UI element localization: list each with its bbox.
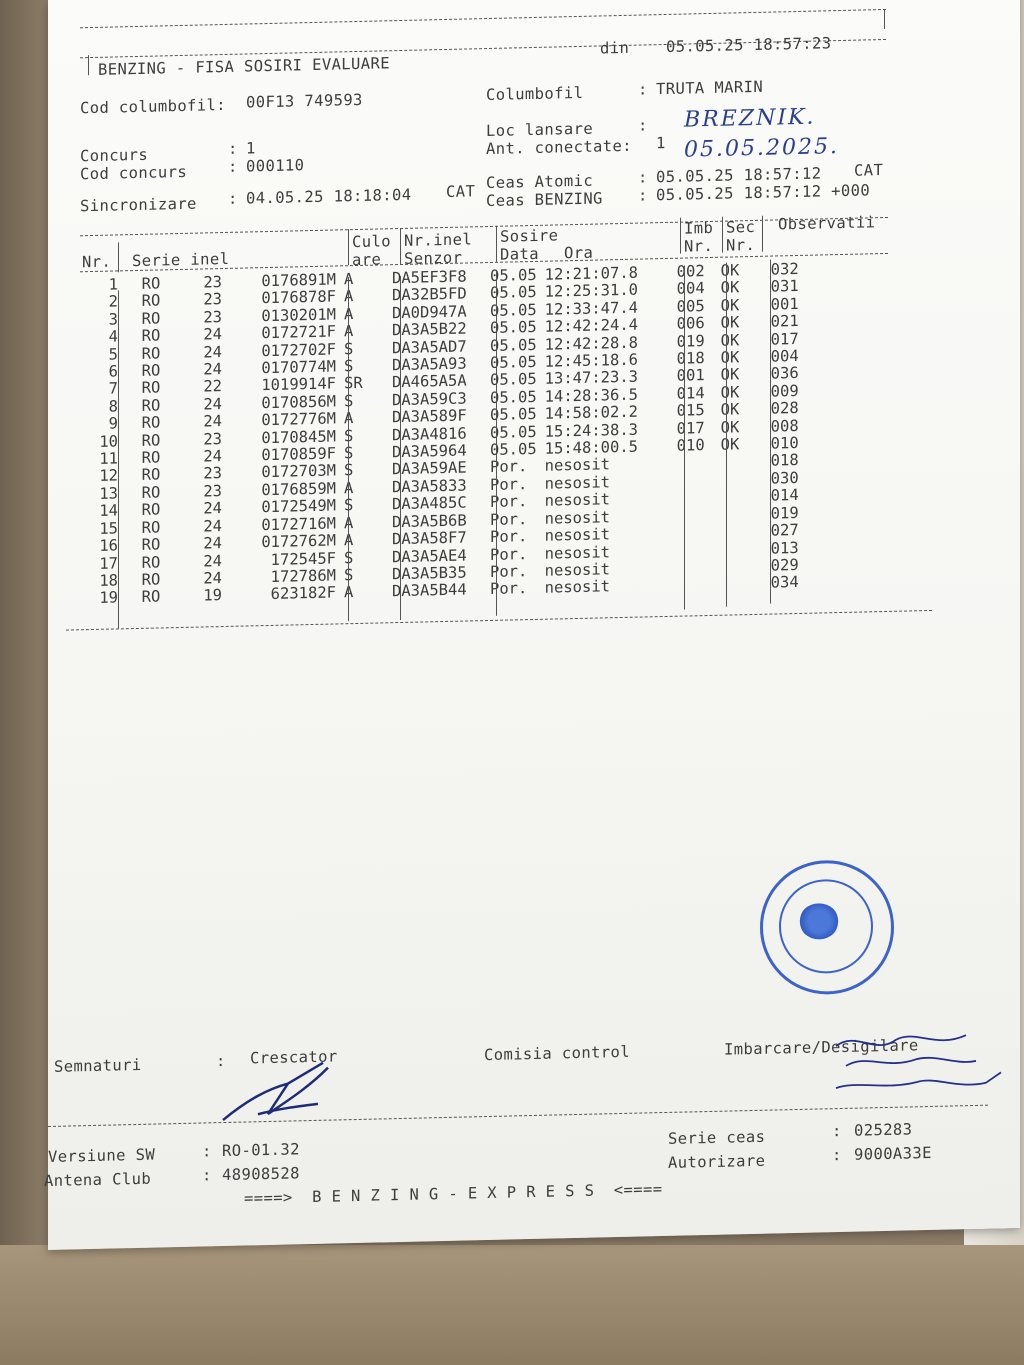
serie-ceas-value: 025283 bbox=[854, 1120, 913, 1140]
cell-cul: S bbox=[344, 548, 354, 567]
cell-nr: 10 bbox=[99, 432, 118, 451]
col-header-serie-inel: Serie inel bbox=[132, 249, 230, 271]
cell-cul: A bbox=[344, 287, 354, 306]
col-header-data: Data bbox=[500, 244, 539, 264]
table-header-top-border bbox=[80, 217, 888, 236]
cell-nr: 15 bbox=[99, 519, 118, 538]
cell-sec bbox=[717, 471, 761, 489]
cell-an: 24 bbox=[203, 412, 222, 431]
date-value: 05.05.25 18:57:23 bbox=[666, 34, 832, 56]
cell-inel: 0170845M bbox=[261, 427, 336, 447]
cell-an: 24 bbox=[203, 568, 222, 588]
cell-obs: 004 bbox=[770, 346, 799, 366]
cell-an: 24 bbox=[203, 551, 222, 570]
cell-an: 23 bbox=[203, 307, 222, 327]
cell-an: 24 bbox=[203, 499, 222, 518]
ceas-atomic-label: Ceas Atomic bbox=[486, 171, 594, 193]
cell-data: Por. bbox=[490, 474, 528, 494]
cell-obs: 019 bbox=[770, 503, 799, 523]
cell-data: 05.05 bbox=[490, 370, 537, 390]
cell-imb bbox=[673, 507, 717, 525]
cell-ora: 12:25:31.0 bbox=[544, 281, 638, 302]
cell-ro: RO bbox=[141, 465, 161, 485]
cell-inel: 0170859F bbox=[261, 444, 336, 465]
cell-ora: nesosit bbox=[544, 507, 610, 528]
cell-nr: 8 bbox=[108, 397, 118, 416]
cell-nr: 3 bbox=[108, 310, 118, 329]
concurs-label: Concurs bbox=[80, 145, 149, 166]
title-border-left bbox=[88, 55, 89, 75]
cell-data: 05.05 bbox=[490, 439, 537, 460]
cell-obs: 030 bbox=[770, 468, 799, 488]
cell-cul: SR bbox=[344, 374, 363, 393]
col-header-nr: Nr. bbox=[82, 252, 112, 272]
cell-sec: OK bbox=[720, 261, 740, 280]
cell-cul: S bbox=[344, 565, 354, 585]
cell-nr: 5 bbox=[108, 345, 118, 364]
ant-conectate-value: 1 bbox=[656, 133, 666, 153]
cell-sec bbox=[717, 488, 761, 506]
cell-ro: RO bbox=[141, 448, 161, 467]
crescator-label: Crescator bbox=[250, 1047, 338, 1068]
cell-nr: 18 bbox=[99, 571, 118, 590]
sincronizare-value: 04.05.25 18:18:04 bbox=[246, 185, 412, 208]
cod-concurs-label: Cod concurs bbox=[80, 162, 188, 184]
cell-obs: 021 bbox=[770, 312, 799, 331]
cell-ora: nesosit bbox=[544, 542, 610, 563]
columbofil-value: TRUTA MARIN bbox=[656, 77, 764, 99]
cell-imb: 014 bbox=[676, 383, 705, 403]
cell-an: 23 bbox=[203, 464, 222, 483]
cod-columbofil-value: 00F13 749593 bbox=[246, 90, 363, 112]
cell-imb bbox=[673, 454, 717, 472]
cell-senzor: DA3A589F bbox=[392, 406, 467, 427]
cell-obs: 010 bbox=[770, 434, 799, 453]
cell-an: 24 bbox=[203, 394, 222, 414]
cell-data: Por. bbox=[490, 527, 528, 547]
cell-data: Por. bbox=[490, 509, 528, 529]
versiune-sw-label: Versiune SW bbox=[48, 1145, 156, 1166]
cell-ro: RO bbox=[141, 431, 161, 450]
cell-imb bbox=[673, 524, 717, 542]
col-header-observatii: Observatii bbox=[778, 213, 876, 234]
cell-sec bbox=[717, 558, 761, 576]
cod-columbofil-label: Cod columbofil: bbox=[80, 95, 226, 118]
cell-cul: S bbox=[344, 426, 354, 445]
cell-sec bbox=[717, 453, 761, 471]
col-header-sec-nr: Nr. bbox=[726, 235, 756, 255]
antena-club-label: Antena Club bbox=[44, 1169, 152, 1191]
cell-sec bbox=[717, 575, 761, 593]
cell-imb: 015 bbox=[676, 401, 705, 420]
cell-nr: 7 bbox=[108, 379, 118, 399]
loc-lansare-label: Loc lansare bbox=[486, 119, 594, 141]
cell-senzor: DA32B5FD bbox=[392, 284, 467, 305]
cell-ro: RO bbox=[141, 309, 161, 328]
top-border bbox=[80, 9, 886, 28]
cell-imb: 010 bbox=[676, 436, 705, 455]
cell-ora: 12:42:28.8 bbox=[544, 333, 638, 354]
cell-ora: nesosit bbox=[544, 455, 610, 476]
cell-inel: 0172703M bbox=[261, 461, 336, 482]
cell-ora: 12:42:24.4 bbox=[544, 315, 638, 336]
cell-sec: OK bbox=[720, 365, 740, 385]
cell-inel: 0170774M bbox=[261, 357, 336, 378]
cell-imb: 006 bbox=[676, 314, 705, 333]
cell-inel: 0172549M bbox=[261, 496, 336, 517]
cell-senzor: DA3A59C3 bbox=[392, 389, 467, 410]
cell-cul: S bbox=[344, 391, 354, 411]
cell-nr: 11 bbox=[99, 449, 118, 468]
cell-sec: OK bbox=[720, 330, 740, 350]
col-header-nr-inel: Nr.inel bbox=[404, 230, 473, 250]
cell-data: Por. bbox=[490, 579, 528, 599]
columbofil-label: Columbofil bbox=[486, 83, 584, 105]
cell-ro: RO bbox=[141, 413, 161, 433]
cell-imb bbox=[673, 559, 717, 577]
cell-obs: 001 bbox=[770, 294, 799, 314]
cell-imb: 002 bbox=[676, 262, 705, 281]
col-header-are: are bbox=[352, 250, 382, 270]
cell-obs: 014 bbox=[770, 486, 799, 505]
date-handwritten: 05.05.2025. bbox=[684, 134, 839, 163]
cell-nr: 2 bbox=[108, 292, 118, 312]
versiune-sw-value: RO-01.32 bbox=[222, 1140, 300, 1161]
cell-ro: RO bbox=[141, 587, 161, 607]
col-header-sosire: Sosire bbox=[500, 226, 559, 246]
document-title: BENZING - FISA SOSIRI EVALUARE bbox=[98, 54, 390, 79]
cell-ro: RO bbox=[141, 552, 161, 572]
cell-ora: 14:28:36.5 bbox=[544, 385, 638, 406]
cell-an: 23 bbox=[203, 290, 222, 309]
cell-inel: 0176859M bbox=[261, 479, 336, 500]
ceas-atomic-value: 05.05.25 18:57:12 bbox=[656, 164, 822, 187]
concurs-value: 1 bbox=[246, 139, 256, 158]
cell-ro: RO bbox=[141, 518, 161, 537]
cell-inel: 0130201M bbox=[261, 305, 336, 325]
cell-senzor: DA3A5833 bbox=[392, 476, 467, 497]
cell-senzor: DA3A5B22 bbox=[392, 319, 467, 340]
cell-ora: 14:58:02.2 bbox=[544, 402, 638, 423]
imbarcare-desigilare-label: Imbarcare/Desigilare bbox=[724, 1036, 919, 1059]
cell-senzor: DA3A485C bbox=[392, 493, 467, 514]
cell-sec: OK bbox=[720, 313, 740, 332]
cell-sec: OK bbox=[720, 383, 740, 402]
cell-sec bbox=[717, 523, 761, 541]
cell-ro: RO bbox=[141, 344, 161, 363]
cell-inel: 0170856M bbox=[261, 392, 336, 413]
cell-data: 05.05 bbox=[490, 283, 537, 303]
cell-ora: 12:45:18.6 bbox=[544, 350, 638, 371]
cell-an: 23 bbox=[203, 481, 222, 501]
cell-senzor: DA3A4816 bbox=[392, 424, 467, 444]
cell-imb: 018 bbox=[676, 349, 705, 368]
cell-data: 05.05 bbox=[490, 265, 537, 285]
cell-imb: 017 bbox=[676, 418, 705, 438]
col-header-ora: Ora bbox=[564, 243, 594, 263]
serie-ceas-label: Serie ceas bbox=[668, 1127, 766, 1148]
cell-inel: 623182F bbox=[270, 583, 336, 604]
cell-cul: A bbox=[344, 409, 354, 428]
cell-senzor: DA3A58F7 bbox=[392, 528, 467, 549]
cell-inel: 1019914F bbox=[261, 374, 336, 395]
cell-ora: nesosit bbox=[544, 473, 610, 493]
cell-sec bbox=[717, 506, 761, 524]
cell-ora: 12:21:07.8 bbox=[544, 263, 638, 284]
cell-obs: 009 bbox=[770, 381, 799, 401]
cell-data: Por. bbox=[490, 492, 528, 512]
cell-inel: 0172702F bbox=[261, 340, 336, 360]
cell-cul: A bbox=[344, 322, 354, 341]
cell-nr: 17 bbox=[99, 553, 118, 573]
cell-nr: 4 bbox=[108, 327, 118, 346]
cell-ro: RO bbox=[141, 274, 161, 293]
cell-imb: 004 bbox=[676, 279, 705, 299]
cell-senzor: DA0D947A bbox=[392, 302, 467, 323]
cell-ro: RO bbox=[141, 570, 161, 589]
cell-senzor: DA3A5B44 bbox=[392, 580, 467, 601]
col-header-culo: Culo bbox=[352, 232, 391, 252]
cell-inel: 0176878F bbox=[261, 287, 336, 308]
cell-sec: OK bbox=[720, 278, 740, 298]
cell-sec: OK bbox=[720, 417, 740, 437]
semnaturi-label: Semnaturi bbox=[54, 1055, 142, 1076]
cell-nr: 6 bbox=[108, 362, 118, 381]
cell-senzor: DA3A5B6B bbox=[392, 511, 467, 531]
cell-ora: 12:33:47.4 bbox=[544, 298, 638, 319]
cell-senzor: DA3A5B35 bbox=[392, 563, 467, 584]
cell-nr: 9 bbox=[108, 414, 118, 433]
benzing-express-banner: ====> B E N Z I N G - E X P R E S S <==== bbox=[244, 1180, 663, 1208]
autorizare-label: Autorizare bbox=[668, 1151, 766, 1172]
cell-data: 05.05 bbox=[490, 405, 537, 425]
cell-cul: A bbox=[344, 304, 354, 324]
cell-imb: 005 bbox=[676, 296, 705, 316]
cell-ro: RO bbox=[141, 500, 161, 520]
arrivals-table bbox=[78, 260, 835, 608]
cell-imb: 001 bbox=[676, 366, 705, 386]
cell-imb bbox=[673, 541, 717, 559]
stamp-emblem bbox=[799, 903, 839, 939]
cell-obs: 034 bbox=[770, 573, 799, 592]
ceas-benzing-label: Ceas BENZING bbox=[486, 189, 603, 211]
cell-an: 24 bbox=[203, 516, 222, 536]
cell-obs: 029 bbox=[770, 555, 799, 575]
cell-an: 23 bbox=[203, 429, 222, 449]
cell-an: 24 bbox=[203, 342, 222, 362]
cell-ora: 13:47:23.3 bbox=[544, 368, 638, 389]
cell-cul: A bbox=[344, 531, 354, 550]
col-header-imb: Imb bbox=[684, 218, 714, 238]
comisia-signatures bbox=[826, 1022, 1024, 1107]
antena-club-value: 48908528 bbox=[222, 1164, 300, 1185]
cell-ora: nesosit bbox=[544, 577, 610, 598]
cell-obs: 008 bbox=[770, 416, 799, 436]
sincronizare-label: Sincronizare bbox=[80, 194, 197, 216]
club-stamp bbox=[760, 860, 894, 994]
cell-obs: 017 bbox=[770, 329, 799, 349]
cell-data: 05.05 bbox=[490, 335, 537, 355]
cell-ro: RO bbox=[141, 396, 161, 415]
cell-sec bbox=[717, 540, 761, 558]
cell-sec: OK bbox=[720, 296, 740, 315]
cell-ro: RO bbox=[141, 361, 161, 380]
cell-data: 05.05 bbox=[490, 422, 537, 442]
cell-cul: A bbox=[344, 270, 354, 289]
ant-conectate-label: Ant. conectate: bbox=[486, 136, 632, 159]
cell-inel: 0172762M bbox=[261, 531, 336, 552]
cell-imb bbox=[673, 576, 717, 594]
cell-cul: S bbox=[344, 496, 354, 515]
cell-senzor: DA3A5964 bbox=[392, 441, 467, 462]
table-bottom-border bbox=[66, 610, 932, 631]
cell-obs: 032 bbox=[770, 259, 799, 279]
cell-sec: OK bbox=[720, 435, 740, 454]
table-surface-bottom bbox=[0, 1245, 1024, 1365]
cell-cul: A bbox=[344, 583, 354, 602]
cell-nr: 1 bbox=[108, 275, 118, 294]
cell-obs: 027 bbox=[770, 521, 799, 540]
cell-nr: 16 bbox=[99, 536, 118, 555]
comisia-control-label: Comisia control bbox=[484, 1042, 630, 1065]
cell-nr: 14 bbox=[99, 501, 118, 521]
cell-data: Por. bbox=[490, 457, 528, 477]
cell-ro: RO bbox=[141, 535, 161, 554]
cell-data: Por. bbox=[490, 562, 528, 581]
cell-nr: 19 bbox=[99, 588, 118, 608]
cell-imb bbox=[673, 472, 717, 490]
cell-ro: RO bbox=[141, 291, 161, 311]
cell-cul: S bbox=[344, 461, 354, 480]
cell-obs: 028 bbox=[770, 399, 799, 418]
printed-sheet: BENZING - FISA SOSIRI EVALUARE din 05.05.25 18:57:23 Cod columbofil: 00F13 749593 Columbofil : TRUTA MARIN Concurs : 1 Cod concurs : 000110 Loc lansare : BREZNIK. Ant. conectate: 1 05.05.2025. Sincronizare : 04.05.25 18:18:04 CAT Ceas Atomic : 05.05.25 18:57:12 CAT Ceas BENZING : 05.05.25 18:57:12 +000 Nr. Serie inel Culo are Nr.inel Senzor Sosire Data Ora Imb Nr. Sec Nr. Observatii 1 RO 23 0176891M A DA5EF3F8 05.05 12:21:07.8 002 OK 032 2 RO 23 0176878F A DA32B5FD 05.05 12:25:31.0 004 OK 031 3 RO 23 0130201M A DA0D947A 05.05 12:33:47.4 005 OK 001 4 RO 24 0172721F A DA3A5B22 05.05 12:42:24.4 006 OK 021 5 RO 24 0172702F S DA3A5AD7 05.05 12:42:28.8 019 OK 017 6 RO 24 0170774M S DA3A5A93 05.05 12:45:18.6 018 OK 004 7 RO 22 1019914F SR DA465A5A 05.05 13:47:23.3 001 OK 036 8 RO 24 0170856M S DA3A59C3 05.05 14:28:36.5 014 OK 009 9 RO 24 0172776M A DA3A589F 05.05 14:58:02.2 015 OK 028 10 RO 23 0170845M S DA3A4816 05.05 15:24:38.3 017 OK 008 11 RO 24 0170859F S DA3A5964 05.05 15:48:00.5 010 OK 010 12 RO 23 0172703M S DA3A59AE Por. nesosit 018 13 RO 23 0176859M A DA3A5833 Por. nesosit 030 14 RO 24 0172549M S DA3A485C Por. nesosit 014 15 RO 24 0172716M A DA3A5B6B Por. nesosit 019 16 RO 24 0172762M A DA3A58F7 Por. nesosit 027 17 RO 24 172545F S DA3A5AE4 Por. nesosit 013 18 RO 24 172786M S DA3A5B35 Por. nesosit 029 19 RO 19 623182F A DA3A5B44 Por. nesosit 034 Semnaturi : Crescator Comisia control Imbarcare/Desigilare Versiune SW : RO-01.32 Antena Club : 48908528 Serie ceas : 025283 Autorizare : 9000A33E ====> B E N Z I N G - E X P R E S S <==== bbox=[48, 0, 1020, 1250]
col-header-imb-nr: Nr. bbox=[684, 236, 714, 256]
cell-ora: 15:48:00.5 bbox=[544, 437, 638, 458]
cell-imb: 019 bbox=[676, 331, 705, 351]
cell-obs: 036 bbox=[770, 364, 799, 384]
col-header-senzor: Senzor bbox=[404, 248, 463, 268]
top-border-right bbox=[884, 9, 885, 29]
cell-inel: 0172716M bbox=[261, 514, 336, 534]
cell-obs: 031 bbox=[770, 277, 799, 297]
cell-data: 05.05 bbox=[490, 387, 537, 407]
cell-obs: 018 bbox=[770, 451, 799, 471]
cell-cul: A bbox=[344, 513, 354, 532]
cell-nr: 12 bbox=[99, 466, 118, 486]
cell-an: 19 bbox=[203, 586, 222, 605]
cell-sec: OK bbox=[720, 400, 740, 419]
cell-cul: S bbox=[344, 444, 354, 463]
cell-imb bbox=[673, 489, 717, 507]
cell-senzor: DA465A5A bbox=[392, 371, 467, 392]
cell-an: 24 bbox=[203, 447, 222, 466]
cell-ora: nesosit bbox=[544, 525, 610, 545]
cell-cul: A bbox=[344, 478, 354, 498]
cell-senzor: DA3A5A93 bbox=[392, 354, 467, 375]
cell-data: Por. bbox=[490, 544, 528, 564]
cell-inel: 0172776M bbox=[261, 409, 336, 430]
cell-senzor: DA3A59AE bbox=[392, 458, 467, 479]
date-label: din bbox=[600, 38, 630, 58]
cell-data: 05.05 bbox=[490, 352, 537, 373]
cell-ora: 15:24:38.3 bbox=[544, 420, 638, 441]
sincronizare-tz: CAT bbox=[446, 182, 476, 201]
cell-ora: nesosit bbox=[544, 490, 610, 511]
cell-an: 24 bbox=[203, 534, 222, 553]
cell-inel: 172545F bbox=[270, 548, 336, 569]
ceas-benzing-value: 05.05.25 18:57:12 +000 bbox=[656, 181, 871, 205]
cell-obs: 013 bbox=[770, 538, 799, 558]
cod-concurs-value: 000110 bbox=[246, 156, 305, 176]
cell-sec: OK bbox=[720, 348, 740, 367]
cell-inel: 0172721F bbox=[261, 322, 336, 343]
cell-cul: S bbox=[344, 339, 354, 358]
cell-ora: nesosit bbox=[544, 560, 610, 580]
cell-an: 24 bbox=[203, 325, 222, 344]
col-header-sec: Sec bbox=[726, 217, 756, 237]
cell-an: 23 bbox=[203, 273, 222, 292]
cell-an: 24 bbox=[203, 360, 222, 379]
cell-ro: RO bbox=[141, 326, 161, 346]
cell-senzor: DA3A5AD7 bbox=[392, 337, 467, 357]
cell-ro: RO bbox=[141, 378, 161, 398]
loc-lansare-handwritten: BREZNIK. bbox=[684, 104, 816, 133]
cell-inel: 0176891M bbox=[261, 270, 336, 291]
cell-senzor: DA3A5AE4 bbox=[392, 545, 467, 566]
cell-inel: 172786M bbox=[270, 566, 336, 586]
ceas-atomic-tz: CAT bbox=[854, 161, 884, 180]
cell-senzor: DA5EF3F8 bbox=[392, 267, 467, 288]
cell-an: 22 bbox=[203, 377, 222, 396]
cell-nr: 13 bbox=[99, 484, 118, 503]
autorizare-value: 9000A33E bbox=[854, 1143, 932, 1164]
cell-ro: RO bbox=[141, 483, 161, 502]
cell-data: 05.05 bbox=[490, 300, 537, 320]
cell-data: 05.05 bbox=[490, 318, 537, 338]
cell-cul: S bbox=[344, 357, 354, 376]
